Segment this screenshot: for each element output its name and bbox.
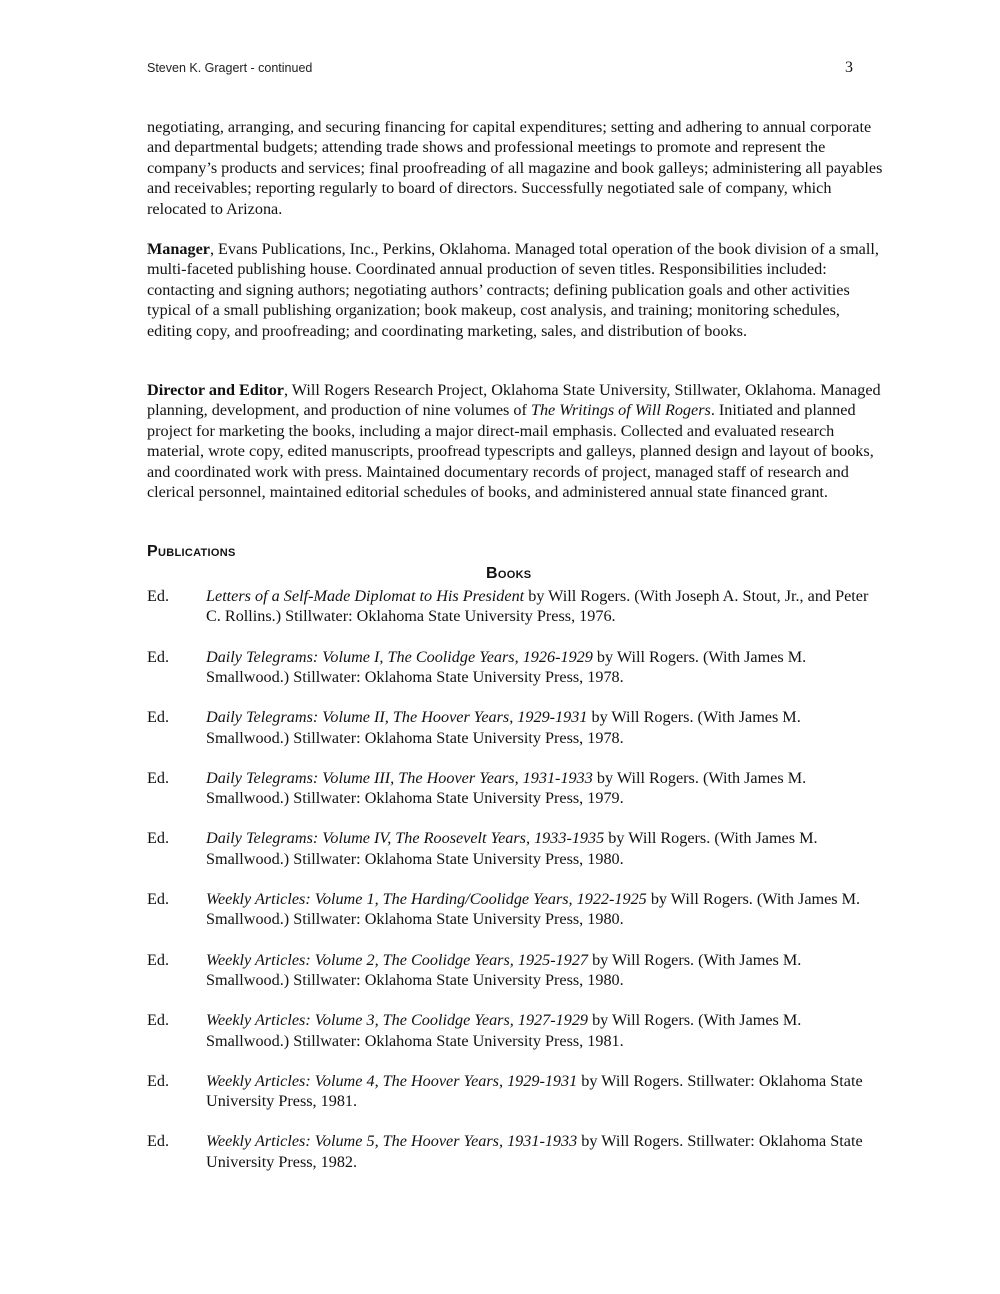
book-citation xyxy=(206,647,887,688)
book-citation xyxy=(206,950,887,991)
book-title: Weekly Articles: Volume 3, The Coolidge Years, 1927-1929 xyxy=(206,1011,589,1030)
book-title: Weekly Articles: Volume 1, The Harding/Coolidge Years, 1922-1925 xyxy=(206,889,647,908)
book-citation xyxy=(206,828,887,869)
book-citation xyxy=(206,889,887,930)
manager-description: , Evans Publications, Inc., Perkins, Oklahoma. Managed total operation of the book division of a small, multi-faceted publishing house. Coordinated annual production of seven titles. Responsibilities included: contacting and signing authors; negotiating authors’ contracts; defining publication goals and other activities typical of a small publishing organization; book makeup, cost analysis, and training; monitoring schedules, editing copy, and proofreading; and coordinating marketing, sales, and distribution of books. xyxy=(147,240,879,340)
editor-label: Ed. xyxy=(147,1071,170,1090)
book-entry xyxy=(147,1071,887,1132)
book-details: by Will Rogers. (With Joseph A. Stout, Jr., and Peter C. Rollins.) Stillwater: Oklahoma State University Press, 1976. xyxy=(206,587,869,626)
running-header: Steven K. Gragert - continued xyxy=(147,61,313,75)
publications-heading: Publications xyxy=(147,543,236,560)
book-citation xyxy=(206,586,887,627)
job-title-director-editor: Director and Editor xyxy=(147,381,284,399)
book-citation xyxy=(206,707,887,748)
director-description-part2: . Initiated and planned project for marketing the books, including a major direct-mail emphasis. Collected and evaluated research material, wrote copy, edited manuscripts, proofread typescripts and galleys, planned design and layout of books, and coordinated work with press. Maintained documentary records of project, managed staff of research and clerical personnel, maintained editorial schedules of books, and administered annual state financed grant. xyxy=(147,401,874,502)
page-number: 3 xyxy=(845,59,853,76)
editor-label: Ed. xyxy=(147,708,170,727)
book-title: Daily Telegrams: Volume IV, The Roosevelt Years, 1933-1935 xyxy=(206,829,605,848)
book-citation xyxy=(206,1010,887,1051)
editor-label: Ed. xyxy=(147,950,170,969)
editor-label: Ed. xyxy=(147,1011,170,1030)
job-title-manager: Manager xyxy=(147,240,210,258)
book-title: Daily Telegrams: Volume I, The Coolidge Years, 1926-1929 xyxy=(206,647,593,666)
book-citation xyxy=(206,1071,887,1112)
book-details: by Will Rogers. (With James M. Smallwood.) Stillwater: Oklahoma State University Press, 1979. xyxy=(206,768,807,808)
book-entry xyxy=(147,1131,887,1192)
book-details: by Will Rogers. (With James M. Smallwood.) Stillwater: Oklahoma State University Press, 1980. xyxy=(206,829,818,868)
book-details: by Will Rogers. Stillwater: Oklahoma State University Press, 1981. xyxy=(206,1071,863,1111)
book-details: by Will Rogers. (With James M. Smallwood.) Stillwater: Oklahoma State University Press, 1981. xyxy=(206,1011,802,1050)
book-details: by Will Rogers. (With James M. Smallwood.) Stillwater: Oklahoma State University Press, 1980. xyxy=(206,950,802,989)
book-details: by Will Rogers. Stillwater: Oklahoma State University Press, 1982. xyxy=(206,1132,863,1171)
book-entry xyxy=(147,889,887,950)
editor-label: Ed. xyxy=(147,889,170,908)
book-details: by Will Rogers. (With James M. Smallwood.) Stillwater: Oklahoma State University Press, 1978. xyxy=(206,708,801,747)
book-title: Weekly Articles: Volume 4, The Hoover Years, 1929-1931 xyxy=(206,1071,578,1090)
director-description-part1: , Will Rogers Research Project, Oklahoma State University, Stillwater, Oklahoma. Managed planning, development, and production of nine volumes of xyxy=(147,381,881,420)
books-subheading: Books xyxy=(486,565,532,582)
book-title: Weekly Articles: Volume 2, The Coolidge Years, 1925-1927 xyxy=(206,950,589,969)
editor-label: Ed. xyxy=(147,1132,170,1151)
book-entry xyxy=(147,707,887,768)
book-entry xyxy=(147,950,887,1011)
book-details: by Will Rogers. (With James M. Smallwood.) Stillwater: Oklahoma State University Press, 1980. xyxy=(206,889,861,929)
book-details: by Will Rogers. (With James M. Smallwood.) Stillwater: Oklahoma State University Press, 1978. xyxy=(206,647,807,686)
book-title: Weekly Articles: Volume 5, The Hoover Years, 1931-1933 xyxy=(206,1132,578,1151)
book-title: Letters of a Self-Made Diplomat to His President xyxy=(206,587,525,605)
book-title: Daily Telegrams: Volume II, The Hoover Years, 1929-1931 xyxy=(206,708,588,727)
paragraph-publisher-duties: negotiating, arranging, and securing financing for capital expenditures; setting and adhering to annual corporate and departmental budgets; attending trade shows and professional meetings to promote and represent the company’s products and services; final proofreading of all magazine and book galleys; administering all payables and receivables; reporting regularly to board of directors. Successfully negotiated sale of company, which relocated to Arizona. xyxy=(147,118,883,218)
books-list xyxy=(147,586,887,1192)
book-entry xyxy=(147,768,887,829)
editor-label: Ed. xyxy=(147,647,170,666)
book-entry xyxy=(147,1010,887,1071)
book-entry xyxy=(147,586,887,647)
book-series-title: The Writings of Will Rogers xyxy=(530,401,711,420)
book-entry xyxy=(147,647,887,708)
paragraph-director-editor xyxy=(147,380,887,502)
book-citation xyxy=(206,768,887,809)
editor-label: Ed. xyxy=(147,829,170,848)
paragraph-manager xyxy=(147,239,887,341)
book-citation xyxy=(206,1131,887,1172)
book-title: Daily Telegrams: Volume III, The Hoover Years, 1931-1933 xyxy=(206,768,593,787)
book-entry xyxy=(147,828,887,889)
editor-label: Ed. xyxy=(147,768,170,787)
editor-label: Ed. xyxy=(147,587,170,605)
